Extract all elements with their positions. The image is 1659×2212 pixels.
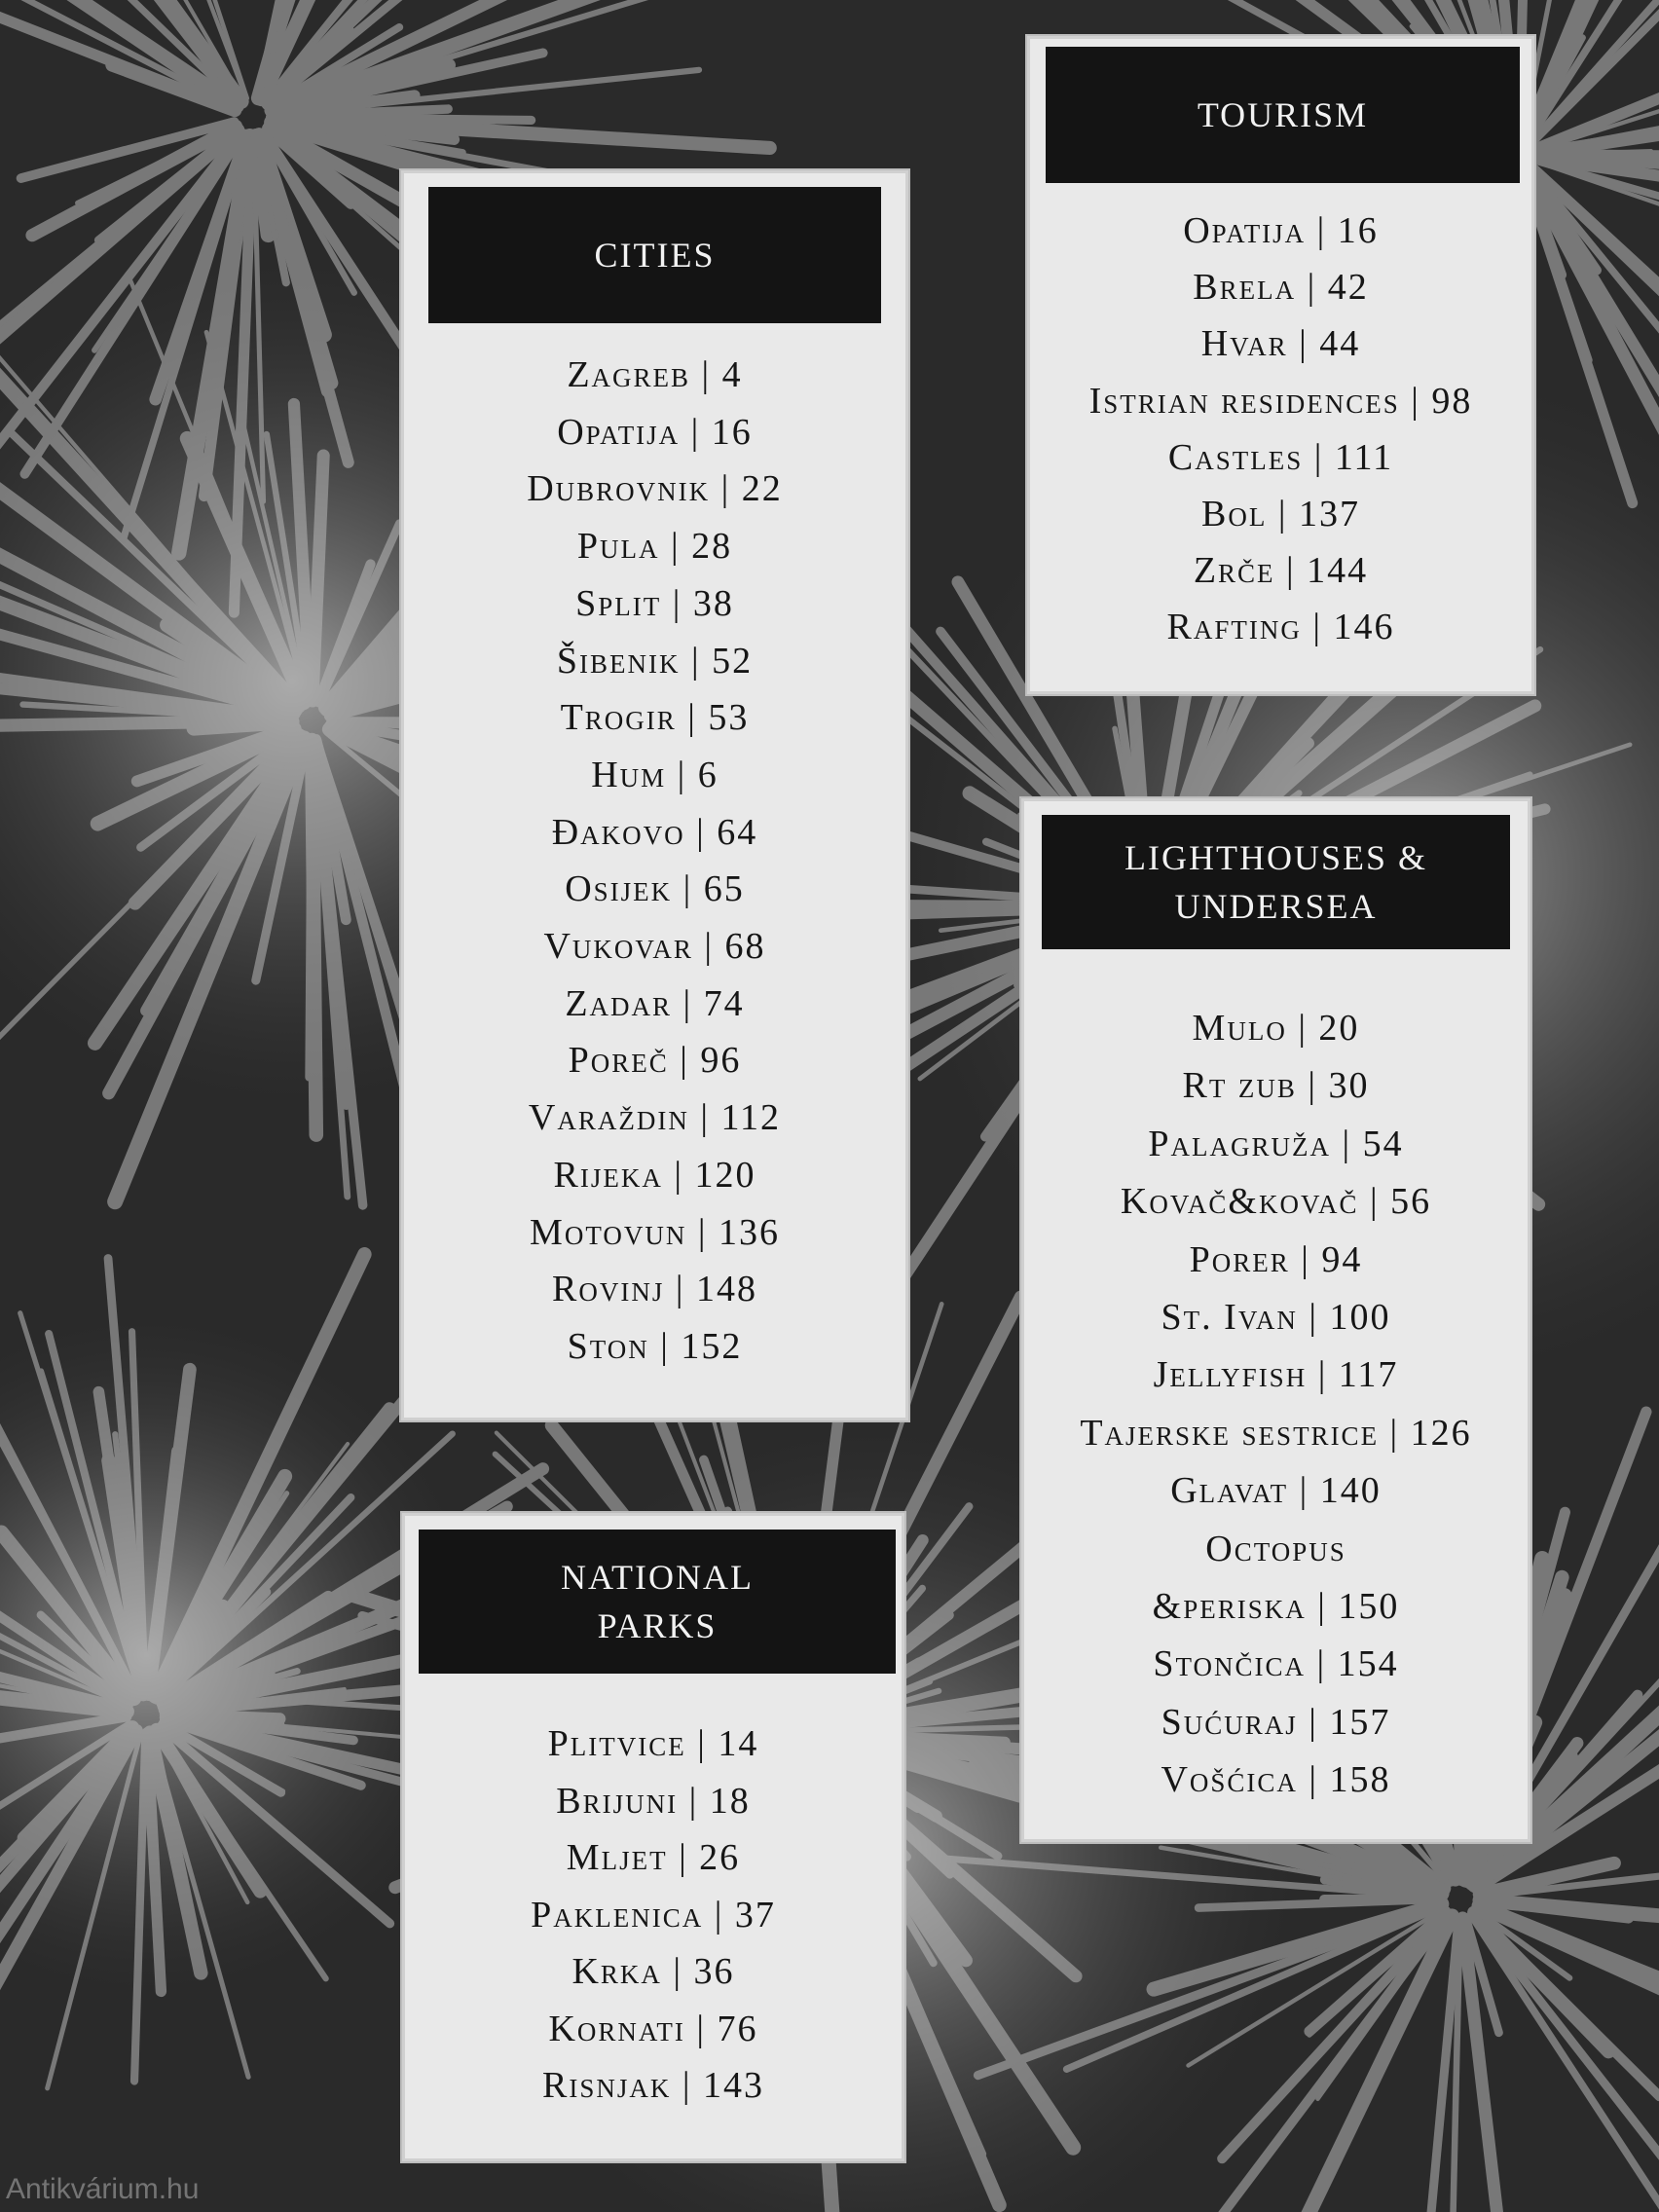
lighthouses-entry: Stončica | 154 [1153, 1643, 1399, 1685]
lighthouses-entry: Octopus [1205, 1528, 1346, 1569]
lighthouses-list [1024, 1000, 1528, 1810]
cities-entry: Vukovar | 68 [543, 926, 766, 968]
lighthouses-entry: Mulo | 20 [1192, 1008, 1360, 1049]
national-parks-entry: Brijuni | 18 [556, 1780, 751, 1822]
tourism-entry: Hvar | 44 [1200, 323, 1361, 365]
cities-entry: Split | 38 [575, 582, 734, 624]
cities-entry: Rovinj | 148 [552, 1269, 757, 1310]
tourism-entry: Opatija | 16 [1183, 210, 1379, 251]
lighthouses-entry: &periska | 150 [1152, 1586, 1400, 1628]
cities-entry: Opatija | 16 [557, 411, 753, 453]
national-parks-entry: Mljet | 26 [566, 1837, 741, 1878]
cities-card [404, 173, 905, 1418]
lighthouses-entry: Sućuraj | 157 [1161, 1701, 1391, 1743]
cities-list [404, 347, 905, 1376]
tourism-entry: Castles | 111 [1167, 436, 1394, 478]
cities-entry: Ston | 152 [567, 1325, 743, 1367]
cities-entry: Osijek | 65 [565, 868, 745, 910]
lighthouses-heading [1042, 815, 1510, 949]
lighthouses-entry: Glavat | 140 [1170, 1470, 1382, 1512]
tourism-heading [1046, 47, 1520, 183]
cities-entry: Varaždin | 112 [528, 1097, 782, 1139]
cities-heading [428, 187, 881, 323]
cities-entry: Motovun | 136 [530, 1211, 780, 1253]
tourism-entry: Rafting | 146 [1166, 607, 1395, 648]
lighthouses-title-line1: LIGHTHOUSES & [1124, 838, 1427, 877]
cities-entry: Zagreb | 4 [567, 354, 743, 395]
lighthouses-entry: Rt zub | 30 [1182, 1065, 1370, 1107]
watermark: Antikvárium.hu [6, 2173, 200, 2205]
cities-entry: Rijeka | 120 [553, 1154, 756, 1196]
lighthouses-card [1024, 801, 1528, 1839]
national-parks-list [405, 1715, 902, 2115]
national-parks-entry: Kornati | 76 [548, 2008, 758, 2049]
cities-entry: Šibenik | 52 [556, 640, 754, 682]
lighthouses-entry: Vošćica | 158 [1161, 1759, 1391, 1801]
national-parks-title-line1: NATIONAL [561, 1558, 754, 1597]
cities-entry: Hum | 6 [591, 754, 719, 795]
cities-entry: Đakovo | 64 [551, 811, 758, 853]
lighthouses-entry: Kovač&kovač | 56 [1120, 1181, 1432, 1223]
national-parks-title-line2: PARKS [597, 1606, 718, 1645]
national-parks-entry: Plitvice | 14 [547, 1723, 759, 1764]
tourism-card [1030, 39, 1531, 691]
tourism-title: TOURISM [1197, 95, 1369, 134]
tourism-list [1030, 203, 1531, 656]
cities-entry: Poreč | 96 [568, 1040, 742, 1082]
national-parks-entry: Risnjak | 143 [542, 2065, 764, 2106]
cities-entry: Trogir | 53 [560, 697, 750, 739]
cities-entry: Zadar | 74 [565, 982, 745, 1024]
tourism-entry: Zrče | 144 [1193, 550, 1369, 592]
national-parks-heading [419, 1530, 896, 1674]
lighthouses-entry: Porer | 94 [1189, 1238, 1363, 1280]
cities-title: CITIES [594, 236, 716, 275]
lighthouses-entry: St. Ivan | 100 [1161, 1297, 1391, 1339]
tourism-entry: Brela | 42 [1193, 267, 1369, 309]
cities-entry: Pula | 28 [576, 526, 733, 568]
cities-entry: Dubrovnik | 22 [527, 468, 783, 510]
lighthouses-entry: Tajerske sestrice | 126 [1080, 1412, 1472, 1454]
national-parks-entry: Paklenica | 37 [531, 1894, 776, 1936]
lighthouses-title-line2: UNDERSEA [1174, 887, 1378, 926]
national-parks-entry: Krka | 36 [571, 1951, 735, 1992]
lighthouses-entry: Jellyfish | 117 [1153, 1354, 1399, 1396]
tourism-entry: Bol | 137 [1201, 494, 1360, 535]
lighthouses-entry: Palagruža | 54 [1148, 1123, 1404, 1164]
tourism-entry: Istrian residences | 98 [1088, 380, 1473, 422]
anemone-spike [0, 720, 292, 725]
national-parks-card [405, 1516, 902, 2158]
